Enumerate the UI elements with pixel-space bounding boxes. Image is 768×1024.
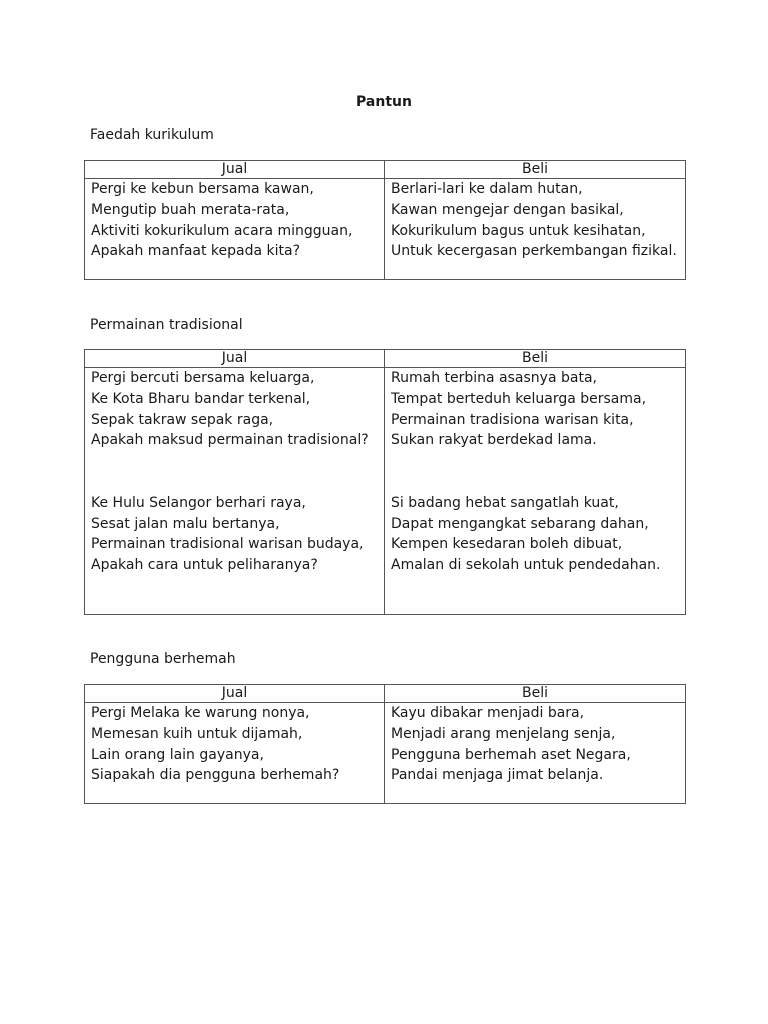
pantun-line: Amalan di sekolah untuk pendedahan. [391,557,661,574]
table-header-row [85,161,686,179]
pantun-line: Permainan tradisiona warisan kita, [391,411,634,428]
stanza [391,179,681,262]
table-header-row [85,685,686,703]
header-beli: Beli [385,350,686,368]
pantun-line: Kawan mengejar dengan basikal, [391,201,624,218]
stanza [391,703,681,786]
section-title-pengguna-berhemah: Pengguna berhemah [90,651,236,667]
beli-cell [385,703,686,804]
stanza [91,493,380,576]
section-title-permainan-tradisional: Permainan tradisional [90,317,243,333]
pantun-line: Apakah maksud permainan tradisional? [91,432,369,449]
jual-cell [85,179,385,280]
stanza [91,179,380,262]
jual-cell [85,368,385,615]
header-jual: Jual [85,685,385,703]
stanza [91,703,380,786]
pantun-line: Pandai menjaga jimat belanja. [391,767,604,784]
beli-cell [385,179,686,280]
header-beli: Beli [385,161,686,179]
pantun-line: Sesat jalan malu bertanya, [91,515,280,532]
beli-cell [385,368,686,615]
pantun-line: Rumah terbina asasnya bata, [391,370,597,386]
pantun-line: Aktiviti kokurikulum acara mingguan, [91,222,353,239]
pantun-line: Pergi bercuti bersama keluarga, [91,370,315,386]
table-row [85,179,686,280]
header-jual: Jual [85,350,385,368]
pantun-line: Ke Kota Bharu bandar terkenal, [91,390,311,407]
pantun-line: Pergi ke kebun bersama kawan, [91,181,314,197]
pantun-table-faedah-kurikulum [84,160,686,280]
pantun-line: Pergi Melaka ke warung nonya, [91,705,310,721]
pantun-line: Sukan rakyat berdekad lama. [391,432,597,449]
pantun-line: Si badang hebat sangatlah kuat, [391,494,619,511]
pantun-line: Mengutip buah merata-rata, [91,201,290,218]
pantun-line: Kempen kesedaran boleh dibuat, [391,536,623,553]
table-header-row [85,350,686,368]
pantun-line: Menjadi arang menjelang senja, [391,725,616,742]
pantun-table-pengguna-berhemah [84,684,686,804]
pantun-line: Berlari-lari ke dalam hutan, [391,181,583,197]
section-title-faedah-kurikulum: Faedah kurikulum [90,127,214,143]
pantun-line: Dapat mengangkat sebarang dahan, [391,515,649,532]
pantun-line: Lain orang lain gayanya, [91,746,264,763]
pantun-line: Kokurikulum bagus untuk kesihatan, [391,222,646,239]
pantun-line: Ke Hulu Selangor berhari raya, [91,494,306,511]
table-row [85,368,686,615]
pantun-table-permainan-tradisional [84,349,686,615]
pantun-line: Apakah manfaat kepada kita? [91,243,301,260]
stanza [391,368,681,451]
stanza [91,368,380,451]
pantun-line: Sepak takraw sepak raga, [91,411,274,428]
pantun-line: Permainan tradisional warisan budaya, [91,536,364,553]
jual-cell [85,703,385,804]
header-jual: Jual [85,161,385,179]
pantun-line: Tempat berteduh keluarga bersama, [391,390,647,407]
pantun-line: Kayu dibakar menjadi bara, [391,705,585,721]
stanza [391,493,681,576]
table-row [85,703,686,804]
pantun-line: Apakah cara untuk peliharanya? [91,557,318,574]
header-beli: Beli [385,685,686,703]
page-title: Pantun [356,94,412,110]
pantun-line: Untuk kecergasan perkembangan fizikal. [391,243,677,260]
pantun-line: Pengguna berhemah aset Negara, [391,746,631,763]
pantun-line: Memesan kuih untuk dijamah, [91,725,303,742]
pantun-line: Siapakah dia pengguna berhemah? [91,767,340,784]
